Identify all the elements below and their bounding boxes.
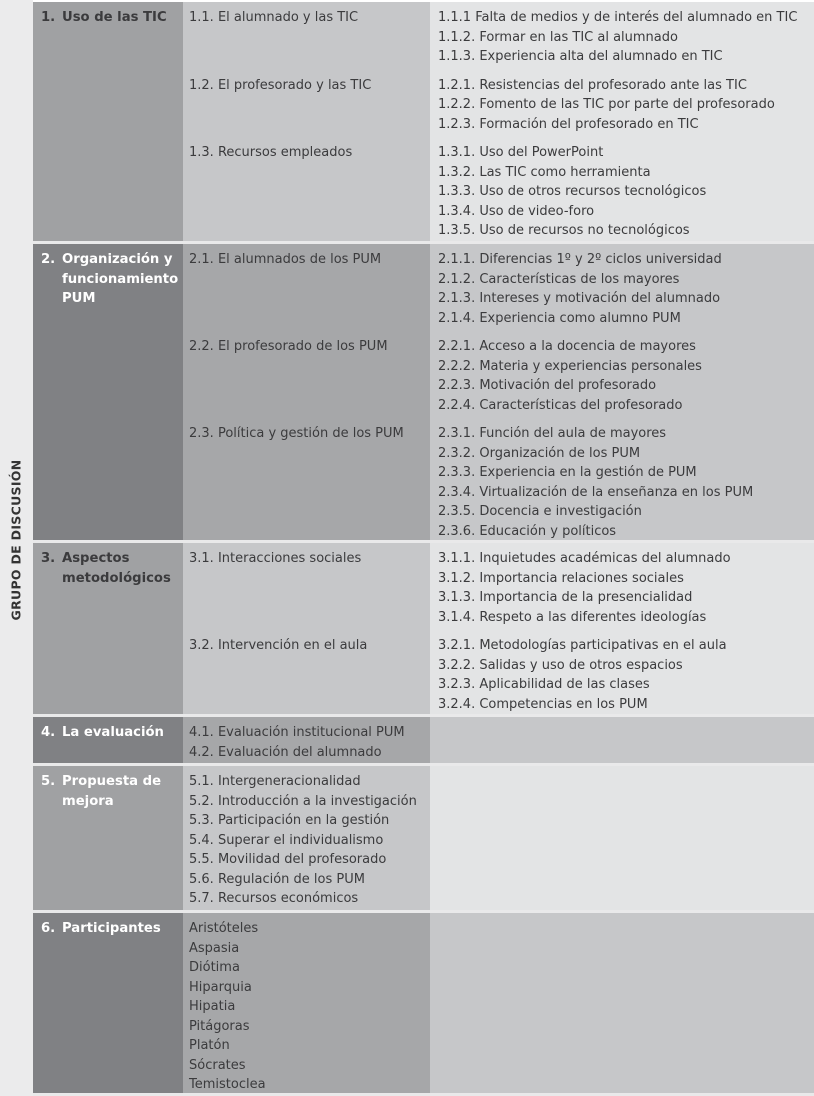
section-number: 4. [41, 725, 56, 740]
code-item: 3.2.1. Metodologías participativas en el aula [438, 638, 727, 653]
code-item: 1.1.2. Formar en las TIC al alumnado [438, 29, 678, 45]
subcategory-cell [183, 244, 430, 540]
code-item: 1.2.2. Fomento de las TIC por parte del profesorado [438, 97, 775, 112]
code-item: 2.1.4. Experiencia como alumno PUM [438, 310, 681, 326]
subcategory-group [189, 250, 426, 337]
list-item: Temistoclea [189, 1077, 266, 1092]
code-item: 1.2.3. Formación del profesorado en TIC [438, 116, 699, 132]
code-item: 2.3.5. Docencia e investigación [438, 504, 642, 519]
section-4 [33, 717, 814, 766]
code-group [438, 8, 812, 76]
list-item: 5.3. Participación en la gestión [189, 813, 390, 828]
code-group [438, 76, 812, 144]
code-item: 2.3.1. Función del aula de mayores [438, 426, 667, 441]
section-1 [33, 2, 814, 244]
list-item: Sócrates [189, 1057, 246, 1073]
code-item: 2.3.6. Educación y políticos [438, 523, 617, 539]
section-title: La evaluación [62, 725, 164, 740]
section-3 [33, 543, 814, 717]
section-title: Participantes [62, 921, 161, 936]
subcategory-group [189, 337, 426, 424]
list-item: 4.2. Evaluación del alumnado [189, 744, 382, 760]
list-item: Hipatia [189, 999, 236, 1014]
subcategory-group [189, 424, 426, 550]
code-group [438, 424, 812, 550]
code-group [438, 250, 812, 337]
code-item: 1.3.5. Uso de recursos no tecnológicos [438, 223, 690, 238]
section-number: 1. [41, 10, 56, 25]
subcategory-cell [183, 766, 430, 910]
code-cell [430, 717, 814, 763]
subcategory-label: 2.1. El alumnados de los PUM [189, 252, 382, 267]
code-cell [430, 913, 814, 1093]
code-item: 1.3.3. Uso de otros recursos tecnológicos [438, 184, 707, 199]
section-number: 3. [41, 551, 56, 566]
subcategory-label: 1.1. El alumnado y las TIC [189, 10, 359, 25]
subcategory-label: 2.3. Política y gestión de los PUM [189, 426, 404, 441]
subcategory-cell [183, 913, 430, 1093]
subcategory-label: 1.2. El profesorado y las TIC [189, 77, 372, 93]
subcategory-label: 3.2. Intervención en el aula [189, 638, 368, 653]
side-label: GRUPO DE DISCUSIÓN [8, 459, 24, 621]
code-item: 3.2.2. Salidas y uso de otros espacios [438, 657, 683, 673]
side-label-column [0, 0, 33, 1096]
code-item: 3.1.2. Importancia relaciones sociales [438, 570, 684, 586]
code-item: 2.1.3. Intereses y motivación del alumnado [438, 291, 721, 306]
section-6 [33, 913, 814, 1096]
code-item: 1.2.1. Resistencias del profesorado ante las TIC [438, 77, 747, 93]
section-title-cell [33, 543, 183, 714]
section-number: 2. [41, 252, 56, 267]
list-item: 4.1. Evaluación institucional PUM [189, 725, 405, 740]
category-table [33, 2, 814, 1096]
code-cell [430, 244, 814, 540]
code-item: 3.1.4. Respeto a las diferentes ideologías [438, 609, 707, 625]
subcategory-group [189, 143, 426, 250]
code-item: 3.1.1. Inquietudes académicas del alumnado [438, 551, 731, 566]
subcategory-group [189, 636, 426, 723]
list-item: 5.4. Superar el individualismo [189, 832, 384, 848]
code-item: 2.3.3. Experiencia en la gestión de PUM [438, 465, 697, 480]
list-item: 5.6. Regulación de los PUM [189, 871, 365, 887]
section-title: Aspectos metodológicos [62, 551, 171, 586]
code-item: 2.2.4. Características del profesorado [438, 397, 683, 413]
code-group [438, 636, 812, 723]
section-2 [33, 244, 814, 543]
subcategory-label: 1.3. Recursos empleados [189, 145, 353, 160]
section-title-cell [33, 717, 183, 763]
code-item: 2.2.3. Motivación del profesorado [438, 378, 657, 393]
code-item: 2.2.1. Acceso a la docencia de mayores [438, 339, 696, 354]
code-item: 2.3.2. Organización de los PUM [438, 445, 641, 461]
code-item: 1.1.3. Experiencia alta del alumnado en TIC [438, 49, 723, 64]
code-item: 3.1.3. Importancia de la presencialidad [438, 590, 693, 605]
code-item: 2.1.2. Características de los mayores [438, 271, 680, 287]
code-item: 1.3.1. Uso del PowerPoint [438, 145, 604, 160]
code-item: 3.2.4. Competencias en los PUM [438, 696, 648, 712]
code-cell [430, 2, 814, 241]
section-title-cell [33, 244, 183, 540]
subcategory-group [189, 549, 426, 636]
code-group [438, 549, 812, 636]
list-item: Pitágoras [189, 1018, 250, 1034]
subcategory-label: 3.1. Interacciones sociales [189, 551, 362, 566]
code-item: 1.3.2. Las TIC como herramienta [438, 164, 651, 180]
list-item: Diótima [189, 960, 240, 975]
list-item: Aristóteles [189, 921, 259, 936]
subcategory-group [189, 76, 426, 144]
code-group [438, 143, 812, 250]
code-cell [430, 766, 814, 910]
list-item: 5.2. Introducción a la investigación [189, 793, 417, 809]
section-number: 5. [41, 774, 56, 789]
code-item: 2.2.2. Materia y experiencias personales [438, 358, 702, 374]
code-item: 1.3.4. Uso de video-foro [438, 203, 595, 219]
list-item: 5.7. Recursos económicos [189, 891, 359, 906]
subcategory-group [189, 8, 426, 76]
code-group [438, 337, 812, 424]
section-title: Uso de las TIC [62, 10, 167, 25]
list-item: 5.1. Intergeneracionalidad [189, 774, 361, 789]
section-number: 6. [41, 921, 56, 936]
list-item: 5.5. Movilidad del profesorado [189, 852, 387, 867]
section-title: Organización y funcionamiento PUM [62, 252, 179, 306]
section-5 [33, 766, 814, 913]
section-title-cell [33, 766, 183, 910]
code-item: 1.1.1 Falta de medios y de interés del alumnado en TIC [438, 10, 798, 25]
subcategory-cell [183, 2, 430, 241]
subcategory-cell [183, 717, 430, 763]
code-cell [430, 543, 814, 714]
list-item: Hiparquia [189, 979, 252, 995]
code-item: 3.2.3. Aplicabilidad de las clases [438, 677, 650, 692]
list-item: Aspasia [189, 940, 240, 956]
section-title-cell [33, 2, 183, 241]
code-item: 2.1.1. Diferencias 1º y 2º ciclos universidad [438, 252, 722, 267]
code-item: 2.3.4. Virtualización de la enseñanza en los PUM [438, 484, 754, 500]
section-title-cell [33, 913, 183, 1093]
subcategory-label: 2.2. El profesorado de los PUM [189, 339, 388, 354]
subcategory-cell [183, 543, 430, 714]
list-item: Platón [189, 1038, 230, 1053]
section-title: Propuesta de mejora [62, 774, 162, 809]
